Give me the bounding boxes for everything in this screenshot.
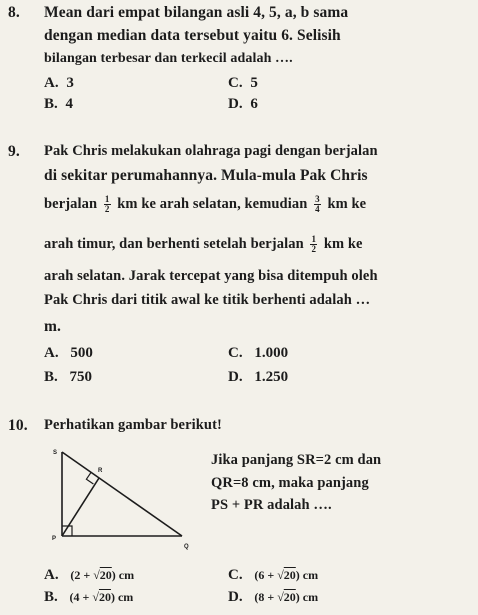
option-b[interactable] <box>44 369 92 386</box>
fraction-numerator: 1 <box>104 194 110 204</box>
option-value: 1.250 <box>254 369 289 385</box>
question-title: Perhatikan gambar berikut! <box>44 417 222 433</box>
option-letter: C. <box>228 567 243 583</box>
radicand: 20 <box>98 590 111 604</box>
fraction-numerator: 3 <box>315 194 320 204</box>
option-value: 1.000 <box>254 345 289 361</box>
question-text-line: QR=8 cm, maka panjang <box>211 475 369 491</box>
option-value: (2 + √20) cm <box>70 568 135 582</box>
expr-prefix: (8 + <box>254 590 278 604</box>
fraction-three-quarters <box>314 195 321 214</box>
option-d[interactable] <box>228 369 288 386</box>
question-number: 8. <box>8 4 20 21</box>
fraction-half <box>310 235 317 254</box>
expr-suffix: ) cm <box>295 568 319 582</box>
question-text-line: dengan median data tersebut yaitu 6. Selisih <box>44 27 341 44</box>
expr-suffix: ) cm <box>110 590 134 604</box>
option-c[interactable] <box>228 345 288 362</box>
option-letter: D. <box>228 369 243 385</box>
fraction-denominator: 4 <box>315 204 320 214</box>
question-text-line: Pak Chris melakukan olahraga pagi dengan berjalan <box>44 143 378 159</box>
option-letter: C. <box>228 345 243 361</box>
question-text-line: Jika panjang SR=2 cm dan <box>211 452 382 468</box>
label-p: P <box>52 536 57 542</box>
option-letter: A. <box>44 75 59 91</box>
text-segment: berjalan <box>44 195 98 212</box>
option-d[interactable] <box>228 96 258 113</box>
radicand: 20 <box>99 568 112 582</box>
option-c[interactable] <box>228 567 318 584</box>
option-value: 4 <box>65 96 74 112</box>
option-value: 3 <box>66 75 74 91</box>
radicand: 20 <box>283 590 296 604</box>
option-value: 6 <box>250 96 258 112</box>
expr-prefix: (6 + <box>254 568 278 582</box>
option-value: 750 <box>69 369 93 385</box>
fraction-half <box>104 195 111 214</box>
option-letter: B. <box>44 589 58 605</box>
option-a[interactable] <box>44 567 134 584</box>
radicand: 20 <box>283 568 296 582</box>
fraction-denominator: 2 <box>311 244 317 254</box>
expr-prefix: (2 + <box>70 568 94 582</box>
option-letter: A. <box>44 567 59 583</box>
label-s: S <box>53 450 58 456</box>
fraction-denominator: 2 <box>104 204 110 214</box>
option-b[interactable] <box>44 96 73 113</box>
question-text-line: bilangan terbesar dan terkecil adalah …. <box>44 51 293 66</box>
option-value: (8 + √20) cm <box>254 590 319 604</box>
question-text-line <box>44 235 363 254</box>
question-text-line: Pak Chris dari titik awal ke titik berhenti adalah … <box>44 292 371 308</box>
option-value: 500 <box>70 345 93 361</box>
segment-sq <box>62 452 182 536</box>
option-b[interactable] <box>44 589 133 606</box>
option-letter: B. <box>44 96 58 112</box>
option-letter: D. <box>228 589 243 605</box>
option-letter: D. <box>228 96 243 112</box>
label-r: R <box>98 468 103 474</box>
label-q: Q <box>184 544 189 550</box>
expr-suffix: ) cm <box>295 590 319 604</box>
question-number: 10. <box>8 417 28 434</box>
question-text-line: PS + PR adalah …. <box>211 497 332 513</box>
question-text-line: m. <box>44 318 61 335</box>
option-c[interactable] <box>228 75 258 92</box>
question-text-line: arah selatan. Jarak tercepat yang bisa ditempuh oleh <box>44 268 378 284</box>
option-value: (4 + √20) cm <box>69 590 134 604</box>
text-segment: km ke arah selatan, kemudian <box>117 195 308 212</box>
right-triangle-figure <box>38 444 198 554</box>
option-d[interactable] <box>228 589 318 606</box>
question-text-line: Mean dari empat bilangan asli 4, 5, a, b sama <box>44 4 349 21</box>
expr-prefix: (4 + <box>69 590 93 604</box>
question-number: 9. <box>8 143 20 160</box>
question-text-line <box>44 195 366 214</box>
option-letter: A. <box>44 345 59 361</box>
option-value: 5 <box>250 75 258 91</box>
text-segment: km ke <box>327 195 367 212</box>
option-a[interactable] <box>44 75 74 92</box>
option-value: (6 + √20) cm <box>254 568 319 582</box>
altitude-pr <box>62 478 99 536</box>
text-segment: arah timur, dan berhenti setelah berjalan <box>44 235 304 252</box>
question-text-line: di sekitar perumahannya. Mula-mula Pak Chris <box>44 167 368 184</box>
option-a[interactable] <box>44 345 93 362</box>
fraction-numerator: 1 <box>311 234 317 244</box>
text-segment: km ke <box>323 235 363 252</box>
option-letter: C. <box>228 75 243 91</box>
option-letter: B. <box>44 369 58 385</box>
expr-suffix: ) cm <box>111 568 135 582</box>
